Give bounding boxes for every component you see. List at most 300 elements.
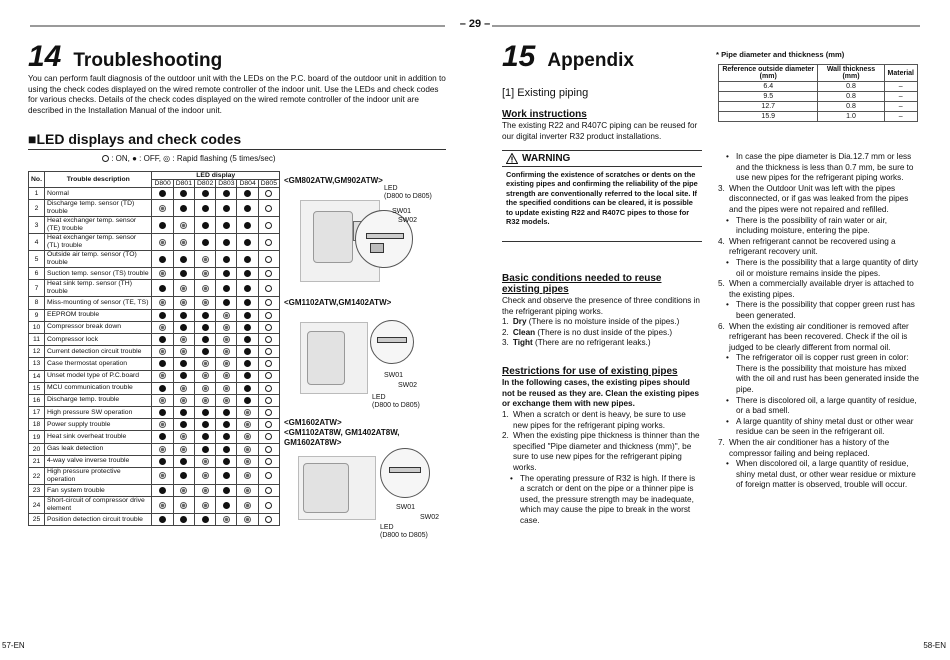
led-state-cell xyxy=(194,370,215,382)
led-label-1: LED xyxy=(384,185,398,192)
led-state-cell xyxy=(258,468,279,485)
led-state-cell xyxy=(258,333,279,345)
led-off-icon xyxy=(159,487,166,494)
led-state-cell xyxy=(216,234,237,251)
led-state-cell xyxy=(173,370,194,382)
led-state-cell xyxy=(173,200,194,217)
bullet-text: There is the possibility of rain water or air, including moisture, entering the pipe. xyxy=(736,215,888,236)
led-state-cell xyxy=(173,188,194,200)
led-flash-icon xyxy=(180,397,187,404)
model-label-1: <GM802ATW,GM902ATW> xyxy=(284,176,383,185)
table-row xyxy=(29,280,280,297)
work-instructions-heading: Work instructions xyxy=(502,109,587,120)
led-state-cell xyxy=(237,321,258,333)
trouble-description: Current detection circuit trouble xyxy=(44,346,152,358)
led-subheading-text: LED displays and check codes xyxy=(36,131,242,147)
led-state-cell xyxy=(237,333,258,345)
pipe-table-body xyxy=(719,82,918,122)
list-item xyxy=(718,237,920,258)
led-state-cell xyxy=(173,394,194,406)
row-number: 6 xyxy=(29,268,45,280)
model-label-2: <GM1102ATW,GM1402ATW> xyxy=(284,298,392,307)
led-on-icon xyxy=(265,222,272,229)
led-on-icon xyxy=(265,312,272,319)
led-on-icon xyxy=(265,516,272,523)
led-range-1: (D800 to D805) xyxy=(384,193,432,200)
pipe-cell: 0.8 xyxy=(818,82,884,92)
led-flash-icon xyxy=(159,205,166,212)
col-header-desc: Trouble description xyxy=(44,172,152,188)
led-state-cell xyxy=(237,309,258,321)
list-number: 5. xyxy=(718,279,725,289)
led-off-icon xyxy=(244,348,251,355)
led-state-cell xyxy=(152,431,173,443)
led-state-cell xyxy=(173,514,194,526)
led-flash-icon xyxy=(159,502,166,509)
row-number: 12 xyxy=(29,346,45,358)
led-range-2: (D800 to D805) xyxy=(372,402,420,409)
table-row xyxy=(29,382,280,394)
col-header-no: No. xyxy=(29,172,45,188)
led-off-icon xyxy=(180,360,187,367)
warning-text: Confirming the existence of scratches or dents on the existing pipes and confirming the reliability of the pipe strength are conventionally referred to the local site. If the specified conditions can be cleared, it is possible to update existing R22 and R407C pipes to those for R32 models. xyxy=(506,170,698,227)
led-flash-icon xyxy=(202,502,209,509)
led-state-cell xyxy=(152,419,173,431)
sw02-label-3: SW02 xyxy=(420,514,440,521)
table-row xyxy=(29,443,280,455)
led-state-cell xyxy=(194,455,215,467)
led-on-icon xyxy=(265,256,272,263)
led-flash-icon xyxy=(223,516,230,523)
bullet-icon: • xyxy=(726,395,729,405)
led-flash-icon xyxy=(223,360,230,367)
trouble-description: Unset model type of P.C.board xyxy=(44,370,152,382)
led-flash-icon xyxy=(180,239,187,246)
trouble-description: Gas leak detection xyxy=(44,443,152,455)
row-number: 9 xyxy=(29,309,45,321)
led-off-icon xyxy=(223,190,230,197)
led-off-icon xyxy=(202,190,209,197)
outdoor-unit-diagram-2 xyxy=(300,322,368,394)
led-state-cell xyxy=(258,200,279,217)
led-off-icon xyxy=(180,270,187,277)
led-flash-icon xyxy=(202,487,209,494)
led-state-cell xyxy=(173,280,194,297)
led-col-header: D804 xyxy=(237,180,258,188)
led-off-icon xyxy=(223,285,230,292)
led-on-icon xyxy=(265,409,272,416)
led-flash-icon xyxy=(180,385,187,392)
table-row xyxy=(29,370,280,382)
led-off-icon xyxy=(244,239,251,246)
led-off-icon xyxy=(223,409,230,416)
led-on-icon xyxy=(265,360,272,367)
led-on-icon xyxy=(265,285,272,292)
led-flash-icon xyxy=(244,446,251,453)
table-row xyxy=(29,200,280,217)
led-state-cell xyxy=(152,485,173,497)
sw01-label-1: SW01 xyxy=(392,208,412,215)
led-strip xyxy=(366,233,404,239)
led-off-icon xyxy=(223,299,230,306)
table-row xyxy=(29,358,280,370)
led-state-cell xyxy=(216,251,237,268)
led-state-cell xyxy=(237,455,258,467)
led-off-icon xyxy=(244,285,251,292)
led-on-icon xyxy=(265,348,272,355)
table-row xyxy=(29,333,280,345)
row-number: 23 xyxy=(29,485,45,497)
led-state-cell xyxy=(194,297,215,309)
led-state-cell xyxy=(237,407,258,419)
trouble-description: Heat sink temp. sensor (TH) trouble xyxy=(44,280,152,297)
led-state-cell xyxy=(194,468,215,485)
led-off-icon xyxy=(244,360,251,367)
list-item xyxy=(502,328,702,339)
pipe-table xyxy=(718,64,918,122)
led-flash-icon xyxy=(244,472,251,479)
led-flash-icon xyxy=(159,239,166,246)
trouble-description: High pressure protective operation xyxy=(44,468,152,485)
led-off-icon xyxy=(223,205,230,212)
led-flash-icon xyxy=(244,502,251,509)
fan-grille xyxy=(303,463,349,513)
bullet-icon: • xyxy=(510,473,513,483)
bullet-text: The operating pressure of R32 is high. If there is a scratch or dent on the pipe or a thinner pipe is used, the pressure strength may be inadequate, which may cause the pipe to break in the worst case. xyxy=(520,473,696,525)
led-on-icon xyxy=(265,472,272,479)
troubleshooting-table-body xyxy=(29,188,280,526)
led-on-icon xyxy=(265,385,272,392)
bullet-icon: • xyxy=(726,416,729,426)
led-flash-icon xyxy=(180,222,187,229)
row-number: 21 xyxy=(29,455,45,467)
row-number: 7 xyxy=(29,280,45,297)
led-flash-icon xyxy=(244,487,251,494)
led-flash-icon xyxy=(244,458,251,465)
led-flash-icon xyxy=(223,312,230,319)
led-strip xyxy=(389,467,421,473)
list-number: 2. xyxy=(502,327,509,337)
led-state-cell xyxy=(258,358,279,370)
led-off-icon xyxy=(159,222,166,229)
led-flash-icon xyxy=(159,372,166,379)
led-col-header: D802 xyxy=(194,180,215,188)
pcb-zoom-circle-3 xyxy=(380,448,430,498)
list-number: 2. xyxy=(502,431,509,441)
led-off-icon xyxy=(159,190,166,197)
led-state-cell xyxy=(216,514,237,526)
led-state-cell xyxy=(173,431,194,443)
led-state-cell xyxy=(216,346,237,358)
led-off-icon xyxy=(223,421,230,428)
led-state-cell xyxy=(173,382,194,394)
led-state-cell xyxy=(258,497,279,514)
sw02-label-1: SW02 xyxy=(398,217,418,224)
led-off-icon xyxy=(202,239,209,246)
led-state-cell xyxy=(152,370,173,382)
trouble-description: Discharge temp. trouble xyxy=(44,394,152,406)
led-label-3: LED xyxy=(380,524,394,531)
troubleshooting-table xyxy=(28,171,280,526)
led-state-cell xyxy=(173,268,194,280)
condition-detail: (There are no refrigerant leaks.) xyxy=(532,338,651,348)
led-off-icon xyxy=(202,516,209,523)
pipe-table-title: * Pipe diameter and thickness (mm) xyxy=(716,50,845,59)
led-col-header: D803 xyxy=(216,180,237,188)
led-state-cell xyxy=(173,443,194,455)
led-state-cell xyxy=(152,497,173,514)
led-state-cell xyxy=(237,382,258,394)
led-state-cell xyxy=(216,268,237,280)
trouble-description: Suction temp. sensor (TS) trouble xyxy=(44,268,152,280)
pipe-cell: 9.5 xyxy=(719,92,818,102)
led-state-cell xyxy=(194,251,215,268)
trouble-description: Fan system trouble xyxy=(44,485,152,497)
sw01-label-3: SW01 xyxy=(396,504,416,511)
led-state-cell xyxy=(237,251,258,268)
section-number: 15 xyxy=(502,40,536,73)
led-state-cell xyxy=(194,431,215,443)
led-state-cell xyxy=(258,346,279,358)
list-item xyxy=(502,317,702,328)
led-state-cell xyxy=(258,431,279,443)
row-number: 16 xyxy=(29,394,45,406)
intro-paragraph: You can perform fault diagnosis of the outdoor unit with the LEDs on the P.C. board of the outdoor unit in addition to using the check codes displayed on the wired remote controller of the indoor unit. Use the LEDs and check codes for various checks. Details of the check codes displayed on the wired remote controller of the indoor unit are described in the Installation Manual of the indoor unit. xyxy=(28,74,446,115)
led-state-cell xyxy=(216,370,237,382)
led-state-cell xyxy=(152,346,173,358)
led-off-icon xyxy=(159,409,166,416)
led-state-cell xyxy=(258,297,279,309)
led-off-icon xyxy=(202,348,209,355)
led-off-icon xyxy=(202,433,209,440)
basic-conditions-list xyxy=(502,317,702,349)
bullet-item xyxy=(718,459,920,491)
led-off-icon xyxy=(159,458,166,465)
led-state-cell xyxy=(237,468,258,485)
led-flash-icon xyxy=(244,421,251,428)
led-off-icon xyxy=(244,336,251,343)
list-item xyxy=(502,410,702,431)
led-flash-icon xyxy=(223,397,230,404)
row-number: 14 xyxy=(29,370,45,382)
trouble-description: Compressor lock xyxy=(44,333,152,345)
led-on-icon xyxy=(265,421,272,428)
led-state-cell xyxy=(237,280,258,297)
led-state-cell xyxy=(237,443,258,455)
led-state-cell xyxy=(216,333,237,345)
trouble-description: Discharge temp. sensor (TD) trouble xyxy=(44,200,152,217)
bullet-icon: • xyxy=(726,152,729,161)
led-flash-icon xyxy=(202,299,209,306)
led-state-cell xyxy=(258,217,279,234)
trouble-description: 4-way valve inverse trouble xyxy=(44,455,152,467)
led-state-cell xyxy=(216,382,237,394)
pipe-col-header: Wall thickness (mm) xyxy=(818,65,884,82)
led-state-cell xyxy=(152,382,173,394)
led-state-cell xyxy=(194,443,215,455)
pipe-col-header: Material xyxy=(884,65,917,82)
led-state-cell xyxy=(152,251,173,268)
led-flash-icon xyxy=(202,397,209,404)
led-state-cell xyxy=(152,514,173,526)
led-flash-icon xyxy=(244,516,251,523)
bullet-item xyxy=(718,417,920,438)
led-state-cell xyxy=(237,370,258,382)
led-off-icon xyxy=(244,190,251,197)
led-off-icon xyxy=(202,205,209,212)
table-row xyxy=(29,431,280,443)
bullet-text: The refrigerator oil is copper rust green in color: There is the possibility that moisture has mixed with the oil and rust has been generated inside the pipe. xyxy=(736,353,919,395)
led-off-icon xyxy=(244,397,251,404)
bullet-icon: • xyxy=(726,257,729,267)
led-state-cell xyxy=(173,217,194,234)
led-state-cell xyxy=(152,443,173,455)
led-off-icon xyxy=(244,299,251,306)
led-off-icon xyxy=(159,360,166,367)
pipe-cell: 15.9 xyxy=(719,112,818,122)
bullet-text: There is the possibility that a large quantity of dirty oil or moisture remains inside the pipes. xyxy=(736,257,919,278)
led-state-cell xyxy=(194,382,215,394)
list-text: When a scratch or dent is heavy, be sure to use new pipes for the refrigerant piping works. xyxy=(513,410,686,430)
led-flash-icon xyxy=(159,421,166,428)
led-off-icon xyxy=(202,222,209,229)
bullet-text: A large quantity of shiny metal dust or other wear residue can be seen in the refrigerant oil. xyxy=(736,416,914,437)
led-state-cell xyxy=(237,217,258,234)
led-off-icon xyxy=(202,312,209,319)
list-number: 1. xyxy=(502,317,509,326)
led-state-cell xyxy=(258,514,279,526)
led-state-cell xyxy=(194,217,215,234)
trouble-description: High pressure SW operation xyxy=(44,407,152,419)
led-off-icon xyxy=(180,256,187,263)
pipe-table-wrap xyxy=(718,64,918,122)
led-state-cell xyxy=(173,309,194,321)
warning-box xyxy=(502,150,702,242)
table-row xyxy=(29,419,280,431)
list-item xyxy=(718,279,920,300)
led-flash-icon xyxy=(159,446,166,453)
led-off-icon xyxy=(180,324,187,331)
led-state-cell xyxy=(258,485,279,497)
table-row xyxy=(29,514,280,526)
led-state-cell xyxy=(216,358,237,370)
led-state-cell xyxy=(194,407,215,419)
bullet-item xyxy=(718,300,920,321)
led-state-cell xyxy=(258,251,279,268)
pipe-cell: 1.0 xyxy=(818,112,884,122)
led-off-icon xyxy=(244,312,251,319)
led-off-icon xyxy=(202,324,209,331)
led-state-cell xyxy=(237,200,258,217)
warning-icon xyxy=(506,153,518,164)
table-row xyxy=(29,188,280,200)
led-on-icon xyxy=(265,502,272,509)
list-text: When the Outdoor Unit was left with the pipes disconnected, or if gas was leaked from the pipes and the pipes were not repaired and refilled. xyxy=(729,183,909,214)
led-state-cell xyxy=(152,280,173,297)
row-number: 22 xyxy=(29,468,45,485)
led-state-cell xyxy=(194,321,215,333)
led-off-icon xyxy=(223,222,230,229)
condition-keyword: Clean xyxy=(512,327,536,337)
led-state-cell xyxy=(173,468,194,485)
led-on-icon xyxy=(265,205,272,212)
bullet-text: When discolored oil, a large quantity of residue, shiny metal dust, or other wear residue or mixture of foreign matter is observed, trouble will occur. xyxy=(736,459,916,490)
led-state-cell xyxy=(216,455,237,467)
warning-title: WARNING xyxy=(522,153,571,164)
led-state-cell xyxy=(194,358,215,370)
list-number: 3. xyxy=(502,338,509,348)
led-state-cell xyxy=(237,358,258,370)
led-label-2: LED xyxy=(372,394,386,401)
led-state-cell xyxy=(152,321,173,333)
list-text: When the air conditioner has a history of the compressor failing and being replaced. xyxy=(729,438,890,458)
led-state-cell xyxy=(194,309,215,321)
led-on-icon xyxy=(265,336,272,343)
restrictions-list xyxy=(502,410,702,527)
list-number: 6. xyxy=(718,321,725,331)
led-flash-icon xyxy=(159,299,166,306)
led-state-cell xyxy=(258,419,279,431)
led-state-cell xyxy=(258,188,279,200)
row-number: 24 xyxy=(29,497,45,514)
led-state-cell xyxy=(258,370,279,382)
led-flash-icon xyxy=(202,472,209,479)
bullet-item xyxy=(502,474,702,527)
led-off-icon xyxy=(223,458,230,465)
trouble-description: Heat exchanger temp. sensor (TL) trouble xyxy=(44,234,152,251)
bullet-text: There is the possibility that copper green rust has been generated. xyxy=(736,300,915,320)
led-state-cell xyxy=(152,188,173,200)
led-on-icon xyxy=(265,372,272,379)
row-number: 18 xyxy=(29,419,45,431)
troubleshooting-heading xyxy=(28,40,222,74)
led-state-cell xyxy=(194,333,215,345)
sw01-label-2: SW01 xyxy=(384,372,404,379)
led-off-icon xyxy=(180,516,187,523)
list-number: 7. xyxy=(718,438,725,448)
table-row xyxy=(29,309,280,321)
led-flash-icon xyxy=(202,285,209,292)
page-number: – 29 – xyxy=(459,18,491,30)
led-state-cell xyxy=(152,217,173,234)
led-flash-icon xyxy=(244,433,251,440)
row-number: 25 xyxy=(29,514,45,526)
led-state-cell xyxy=(216,407,237,419)
led-state-cell xyxy=(194,485,215,497)
led-state-cell xyxy=(237,431,258,443)
led-off-icon xyxy=(159,285,166,292)
pipe-cell: – xyxy=(884,102,917,112)
pipe-header-row xyxy=(719,65,918,82)
bullet-text: There is discolored oil, a large quantity of residue, or a bad smell. xyxy=(736,395,917,416)
condition-keyword: Tight xyxy=(512,338,533,348)
led-state-cell xyxy=(237,346,258,358)
led-state-cell xyxy=(152,333,173,345)
led-state-cell xyxy=(152,407,173,419)
appendix-heading xyxy=(502,40,634,74)
pipe-col-header: Reference outside diameter (mm) xyxy=(719,65,818,82)
table-row xyxy=(719,82,918,92)
pipe-cell: – xyxy=(884,112,917,122)
col-header-led: LED display xyxy=(152,172,280,180)
table-row xyxy=(29,217,280,234)
led-on-icon xyxy=(265,446,272,453)
led-subheading xyxy=(28,131,446,150)
led-state-cell xyxy=(194,188,215,200)
led-state-cell xyxy=(216,497,237,514)
table-row xyxy=(719,112,918,122)
led-state-cell xyxy=(258,455,279,467)
